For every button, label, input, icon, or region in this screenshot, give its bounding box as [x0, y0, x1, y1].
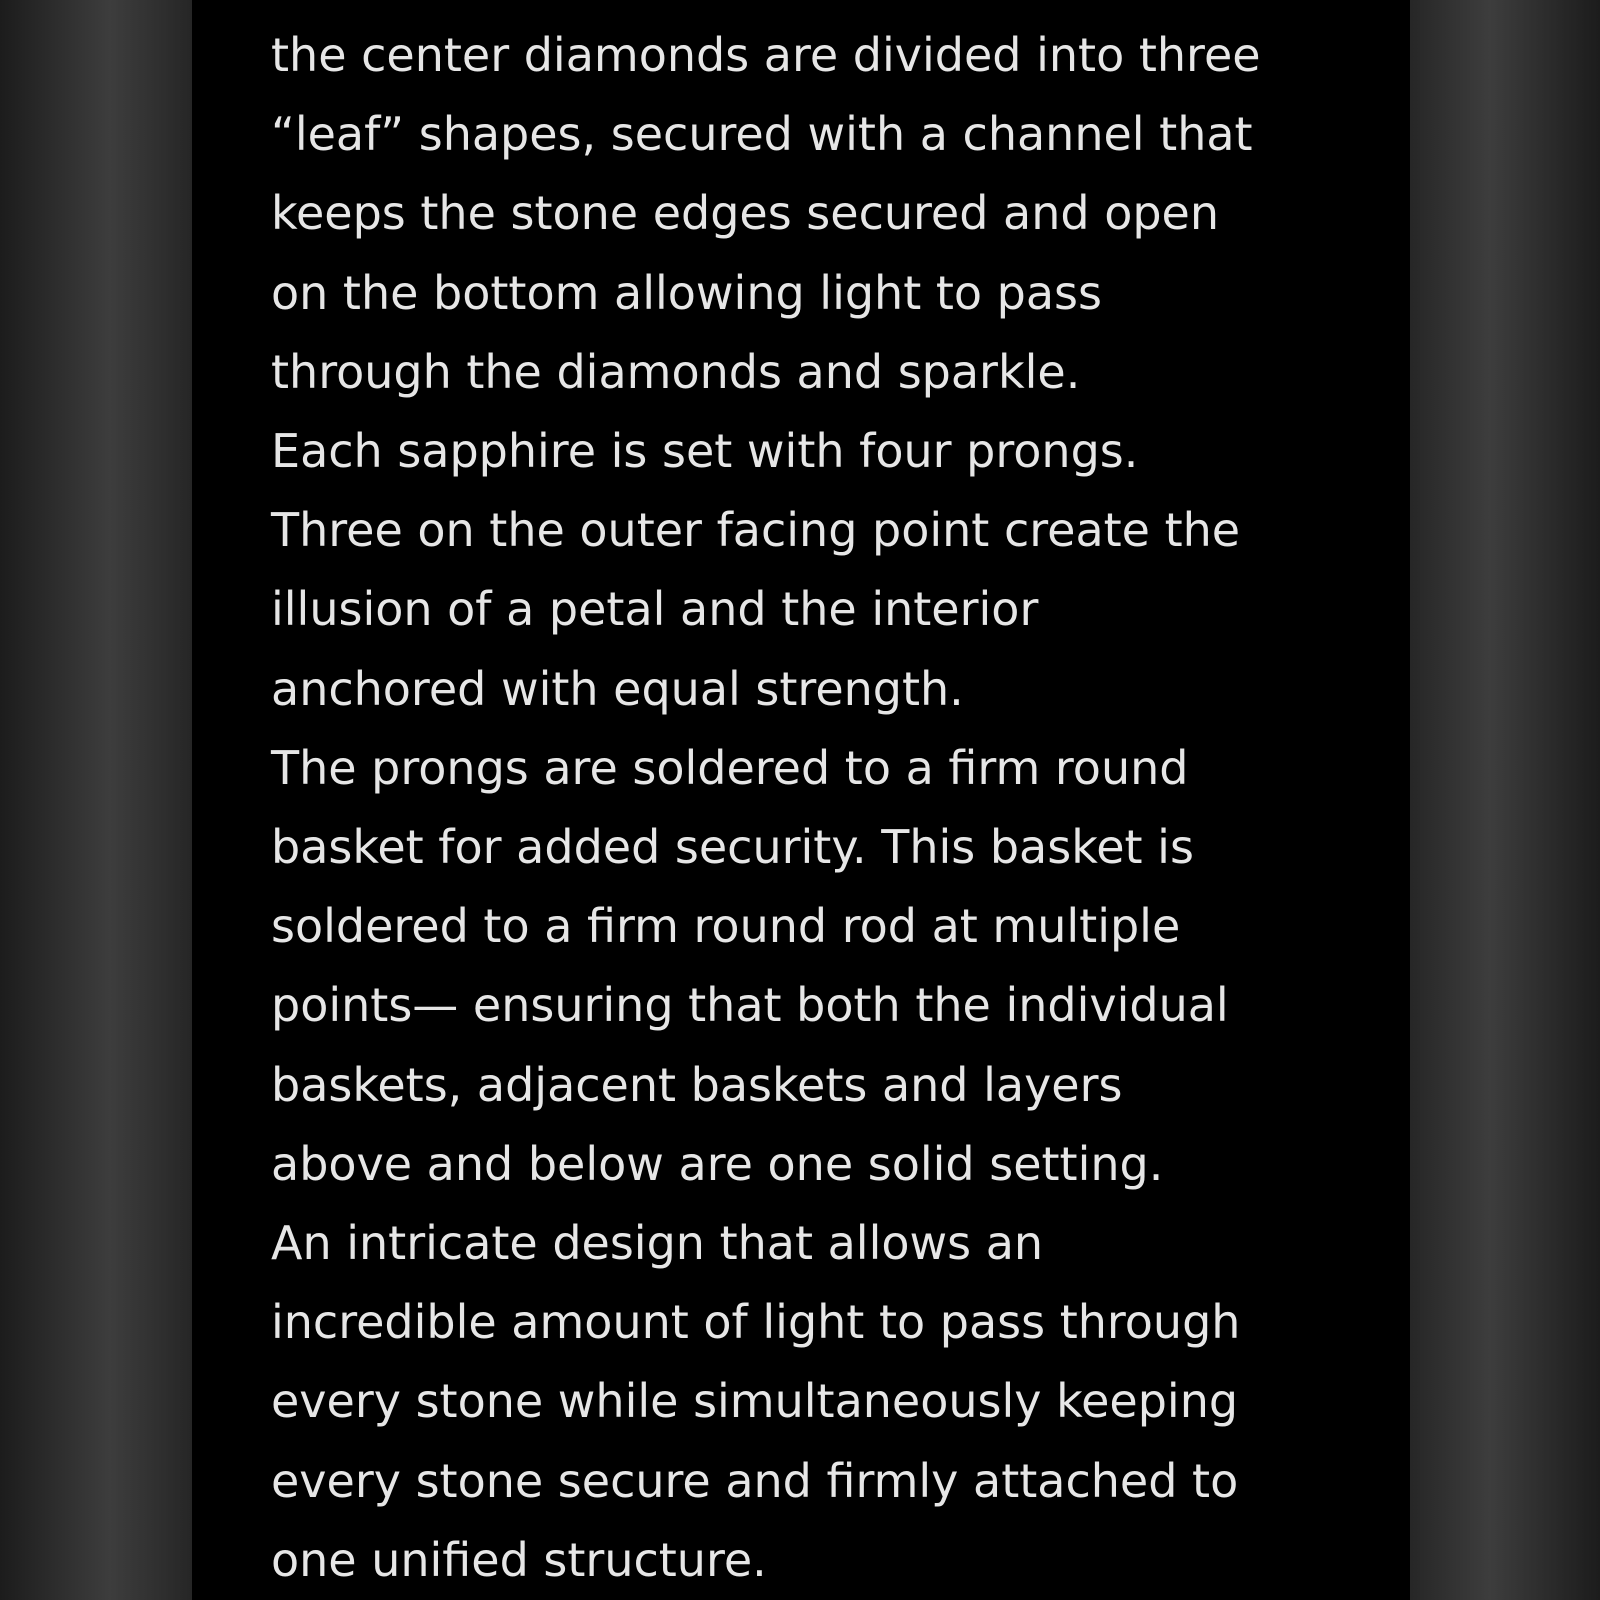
note-line: anchored with equal strength.	[271, 661, 964, 716]
note-body-text[interactable]	[271, 16, 1391, 1600]
note-line: Each sapphire is set with four prongs.	[271, 424, 1139, 479]
note-line: baskets, adjacent baskets and layers	[271, 1057, 1123, 1112]
note-line: through the diamonds and sparkle.	[271, 344, 1081, 399]
note-line: “leaf” shapes, secured with a channel that	[271, 107, 1253, 162]
note-line: every stone while simultaneously keeping	[271, 1374, 1239, 1429]
note-line: one unified structure.	[271, 1532, 767, 1587]
note-line: every stone secure and firmly attached to	[271, 1453, 1239, 1508]
note-line: The prongs are soldered to a firm round	[271, 740, 1189, 795]
note-line: points— ensuring that both the individual	[271, 978, 1229, 1033]
note-line: An intricate design that allows an	[271, 1216, 1044, 1271]
note-line: illusion of a petal and the interior	[271, 582, 1039, 637]
note-line: Three on the outer facing point create the	[271, 503, 1241, 558]
note-line: soldered to a firm round rod at multiple	[271, 899, 1181, 954]
note-line: keeps the stone edges secured and open	[271, 186, 1220, 241]
note-line: incredible amount of light to pass through	[271, 1295, 1241, 1350]
note-line: the center diamonds are divided into three	[271, 28, 1261, 82]
note-line: basket for added security. This basket is	[271, 820, 1194, 875]
note-line: above and below are one solid setting.	[271, 1136, 1164, 1191]
note-line: on the bottom allowing light to pass	[271, 265, 1102, 320]
notes-screen	[192, 0, 1410, 1600]
